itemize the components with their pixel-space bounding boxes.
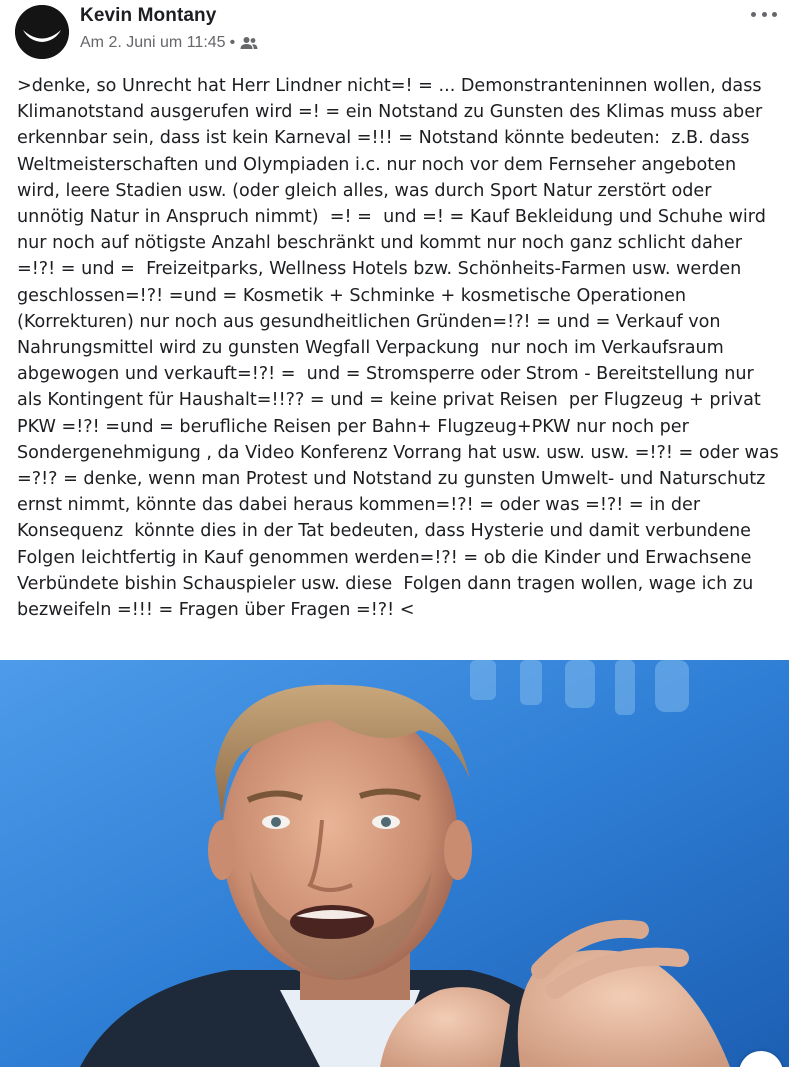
post-timestamp[interactable]: Am 2. Juni um 11:45 bbox=[80, 34, 226, 51]
author-name[interactable]: Kevin Montany bbox=[80, 5, 217, 26]
friends-icon[interactable] bbox=[240, 36, 258, 50]
avatar-logo-icon bbox=[15, 5, 69, 59]
more-horizontal-icon[interactable] bbox=[751, 5, 777, 23]
meta-separator: • bbox=[229, 34, 236, 51]
post-photo[interactable] bbox=[0, 660, 789, 1067]
post-header bbox=[0, 0, 789, 66]
post-meta bbox=[80, 33, 258, 53]
post-text: >denke, so Unrecht hat Herr Lindner nicht=! = ... Demonstranteninnen wollen, dass Klimanotstand ausgerufen wird =! = ein Notstand zu Gunsten des Klimas muss aber erkennbar sein, dass ist kein Karneval =!!! = Notstand könnte bedeuten: z.B. dass Weltmeisterschaften und Olympiaden i.c. nur noch vor dem Fernseher angeboten wird, leere Stadien usw. (oder gleich alles, was durch Sport Natur zerstört oder unnötig Natur in Anspruch nimmt) =! = und =! = Kauf Bekleidung und Schuhe wird nur noch auf nötigste Anzahl beschränkt und kommt nur noch ganz schlicht daher =!?! = und = Freizeitparks, Wellness Hotels bzw. Schönheits-Farmen usw. werden geschlossen=!?! =und = Kosmetik + Schminke + kosmetische Operationen (Korrekturen) nur noch aus gesundheitlichen Gründen=!?! = und = Verkauf von Nahrungsmittel wird zu gunsten Wegfall Verpackung nur noch im Verkaufsraum abgewogen und verkauft=!?! = und = Stromsperre oder Strom - Bereitstellung nur als Kontingent für Haushalt=!!?? = und = keine privat Reisen per Flugzeug + privat PKW =!?! =und = berufliche Reisen per Bahn+ Flugzeug+PKW nur noch per Sondergenehmigung , da Video Konferenz Vorrang hat usw. usw. usw. =!?! = oder was =?!? = denke, wenn man Protest und Notstand zu gunsten Umwelt- und Naturschutz ernst nimmt, könnte das dabei heraus kommen=!?! = oder was =!?! = in der Konsequenz könnte dies in der Tat bedeuten, dass Hysterie und damit verbundene Folgen leichtfertig in Kauf genommen werden=!?! = ob die Kinder und Erwachsene Verbündete bishin Schauspieler usw. diese Folgen dann tragen wollen, wage ich zu bezweifeln =!!! = Fragen über Fragen =!?! < bbox=[17, 76, 785, 621]
portrait-photo-image bbox=[0, 660, 789, 1067]
author-avatar[interactable] bbox=[15, 5, 69, 59]
